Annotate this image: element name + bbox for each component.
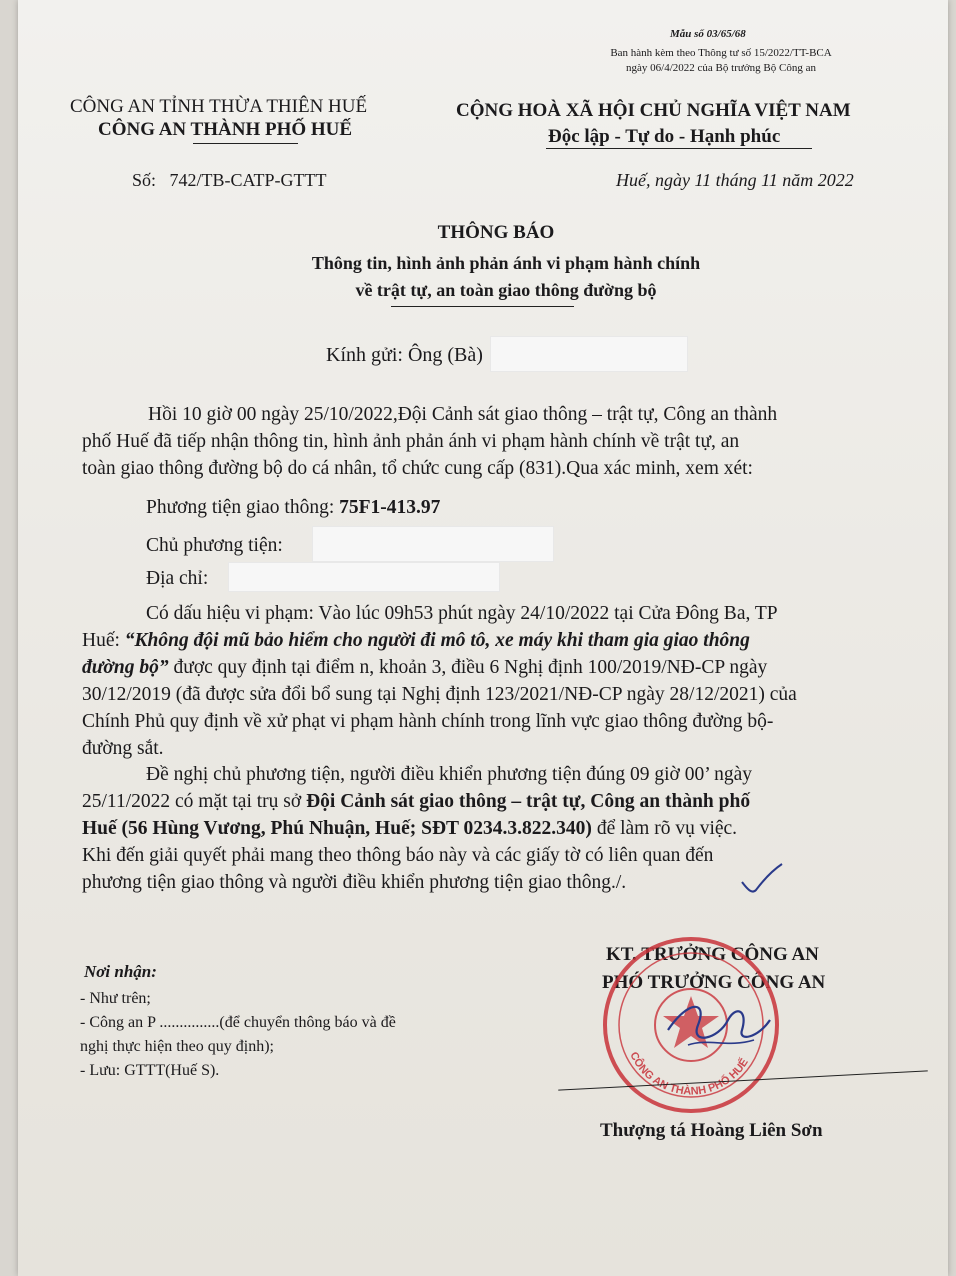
violation-line6: đường sắt. [82,738,164,759]
form-basis [576,46,866,76]
request-line2 [82,791,750,813]
recipient-item3: - Lưu: GTTT(Huế S). [80,1062,220,1079]
address-label: Địa chỉ: [146,568,209,589]
request-line5: phương tiện giao thông và người điều khiển phương tiện giao thông./. [82,872,627,893]
signature-title-line2: PHÓ TRƯỞNG CÔNG AN [602,972,826,993]
motto: Độc lập - Tự do - Hạnh phúc [548,126,781,147]
org-parent: CÔNG AN TỈNH THỪA THIÊN HUẾ [70,96,368,117]
redacted-owner-name [312,526,554,562]
license-plate: 75F1-413.97 [339,497,441,518]
form-number: Mẫu số 03/65/68 [670,28,746,40]
form-basis-line1: Ban hành kèm theo Thông tư số 15/2022/TT-BCA [610,47,832,59]
signature-title-line1: KT. TRƯỞNG CÔNG AN [606,944,819,965]
signer-name: Thượng tá Hoàng Liên Sơn [600,1120,823,1141]
form-basis-line2: ngày 06/4/2022 của Bộ trưởng Bộ Công an [626,62,816,74]
office-address: Huế (56 Hùng Vương, Phú Nhuận, Huế; SĐT 0234.3.822.340) [82,818,592,839]
vehicle-row [146,497,440,519]
document-page [18,0,948,1276]
owner-label: Chủ phương tiện: [146,535,283,556]
salutation: Kính gửi: Ông (Bà) [326,344,483,366]
request-line1: Đề nghị chủ phương tiện, người điều khiển phương tiện đúng 09 giờ 00’ ngày [146,764,753,785]
motto-underline [546,148,812,149]
intro-line2: phố Huế đã tiếp nhận thông tin, hình ảnh phản ánh vi phạm hành chính về trật tự, an [82,431,740,452]
violation-line2-prefix: Huế: [82,630,125,651]
recipients-title: Nơi nhận: [84,962,157,981]
handwritten-signature-icon [658,990,778,1060]
violation-legal-basis: được quy định tại điểm n, khoản 3, điều 6 Nghị định 100/2019/NĐ-CP ngày [168,657,768,678]
violation-description: “Không đội mũ bảo hiểm cho người đi mô tô, xe máy khi tham gia giao thông [124,630,750,651]
org-unit: CÔNG AN THÀNH PHỐ HUẾ [98,119,353,140]
violation-line5: Chính Phủ quy định về xử phạt vi phạm hành chính trong lĩnh vực giao thông đường bộ- [82,711,774,732]
violation-line2 [82,630,750,652]
redacted-address [228,562,500,592]
place-date: Huế, ngày 11 tháng 11 năm 2022 [616,170,854,190]
violation-description-end: đường bộ” [82,657,169,678]
document-subtitle-line1: Thông tin, hình ảnh phản ánh vi phạm hành chính [311,253,701,273]
org-underline [193,143,298,144]
violation-line4: 30/12/2019 (đã được sửa đổi bổ sung tại Nghị định 123/2021/NĐ-CP ngày 28/12/2021) của [82,684,797,705]
request-purpose: để làm rõ vụ việc. [591,818,738,839]
document-title: THÔNG BÁO [437,222,555,243]
redacted-recipient-name [490,336,688,372]
request-line4: Khi đến giải quyết phải mang theo thông báo này và các giấy tờ có liên quan đến [82,845,714,866]
intro-line1: Hồi 10 giờ 00 ngày 25/10/2022,Đội Cảnh sát giao thông – trật tự, Công an thành [148,404,778,425]
violation-line1: Có dấu hiệu vi phạm: Vào lúc 09h53 phút ngày 24/10/2022 tại Cửa Đông Ba, TP [146,603,778,624]
request-date: 25/11/2022 có mặt tại trụ sở [82,791,307,812]
vehicle-label: Phương tiện giao thông: [146,497,340,518]
office-name: Đội Cảnh sát giao thông – trật tự, Công an thành phố [306,791,751,812]
ink-mark-icon [738,860,786,900]
recipient-item2-cont: nghị thực hiện theo quy định); [80,1038,274,1055]
nation-title: CỘNG HOÀ XÃ HỘI CHỦ NGHĨA VIỆT NAM [456,100,851,121]
seal-text: CÔNG AN THÀNH PHỐ HUẾ [627,1050,751,1098]
subtitle-underline [391,306,574,307]
recipient-item2: - Công an P ...............(để chuyển thông báo và đề [80,1014,396,1031]
document-subtitle-line2: về trật tự, an toàn giao thông đường bộ [355,280,657,300]
violation-line3 [82,657,767,679]
document-number: Số: 742/TB-CATP-GTTT [132,170,327,190]
recipient-item1: - Như trên; [80,990,151,1007]
intro-line3: toàn giao thông đường bộ do cá nhân, tổ chức cung cấp (831).Qua xác minh, xem xét: [82,458,753,479]
request-line3 [82,818,737,840]
